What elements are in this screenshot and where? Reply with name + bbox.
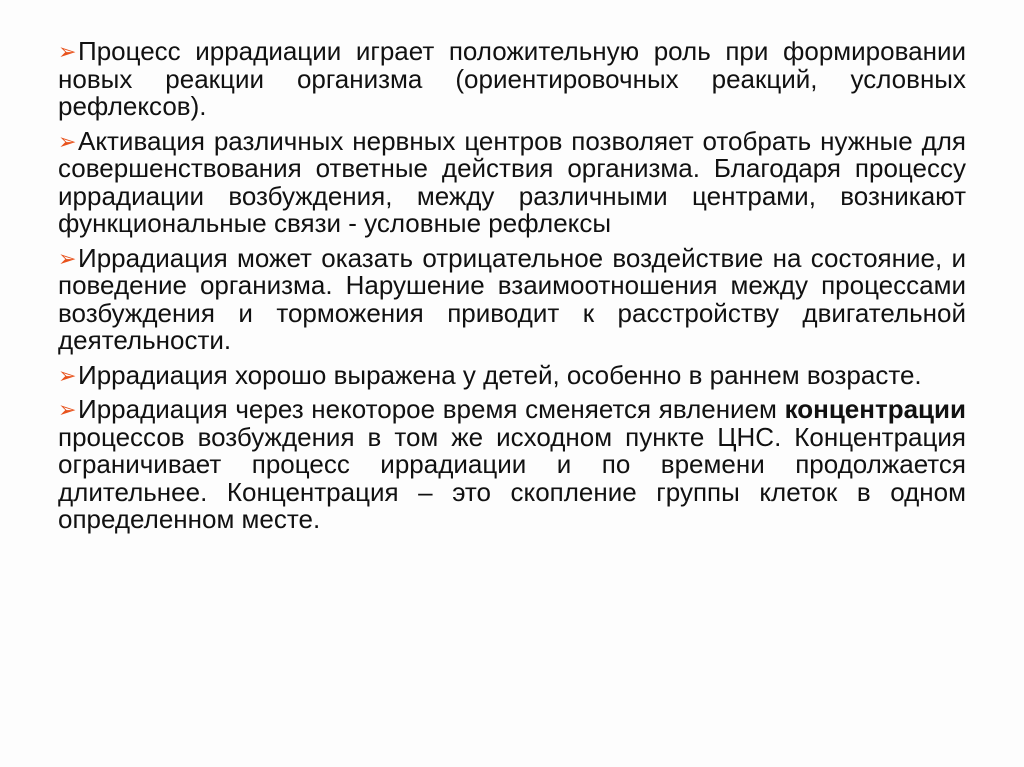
arrow-bullet-icon: ➢ — [58, 397, 77, 422]
bullet-text: Процесс иррадиации играет положительную роль при формировании новых реакции организма (ориентировочных реакций, условных рефлексов). — [58, 36, 966, 121]
bullet-text: Активация различных нервных центров позволяет отобрать нужные для совершенствования ответные действия организма. Благодаря процессу иррадиации возбуждения, между различными центрами, возникают функциональные связи - условные рефлексы — [58, 125, 966, 238]
bullet-item-4 — [58, 359, 966, 390]
bullet-item-1 — [58, 38, 966, 121]
arrow-bullet-icon: ➢ — [58, 39, 77, 64]
bullet-bold-term: концентрации — [784, 394, 966, 424]
bullet-text: Иррадиация хорошо выражена у детей, особенно в раннем возрасте. — [78, 359, 922, 390]
arrow-bullet-icon: ➢ — [58, 245, 77, 271]
bullet-item-3 — [58, 242, 966, 355]
bullet-text-lead: Иррадиация через некоторое время сменяется явлением — [78, 394, 785, 424]
slide-body — [58, 38, 966, 541]
bullet-text: Иррадиация может оказать отрицательное воздействие на состояние, и поведение организма. Нарушение взаимоотношения между процессами возбуждения и торможения приводит к расстройству двигательной деятельности. — [58, 242, 966, 355]
bullet-text-tail: процессов возбуждения в том же исходном пункте ЦНС. Концентрация ограничивает процесс иррадиации и по времени продолжается длительнее. Концентрация – это скопление группы клеток в одном определенном месте. — [58, 421, 966, 534]
arrow-bullet-icon: ➢ — [58, 362, 77, 388]
bullet-item-2 — [58, 125, 966, 238]
bullet-item-5 — [58, 396, 966, 534]
arrow-bullet-icon: ➢ — [58, 128, 77, 154]
